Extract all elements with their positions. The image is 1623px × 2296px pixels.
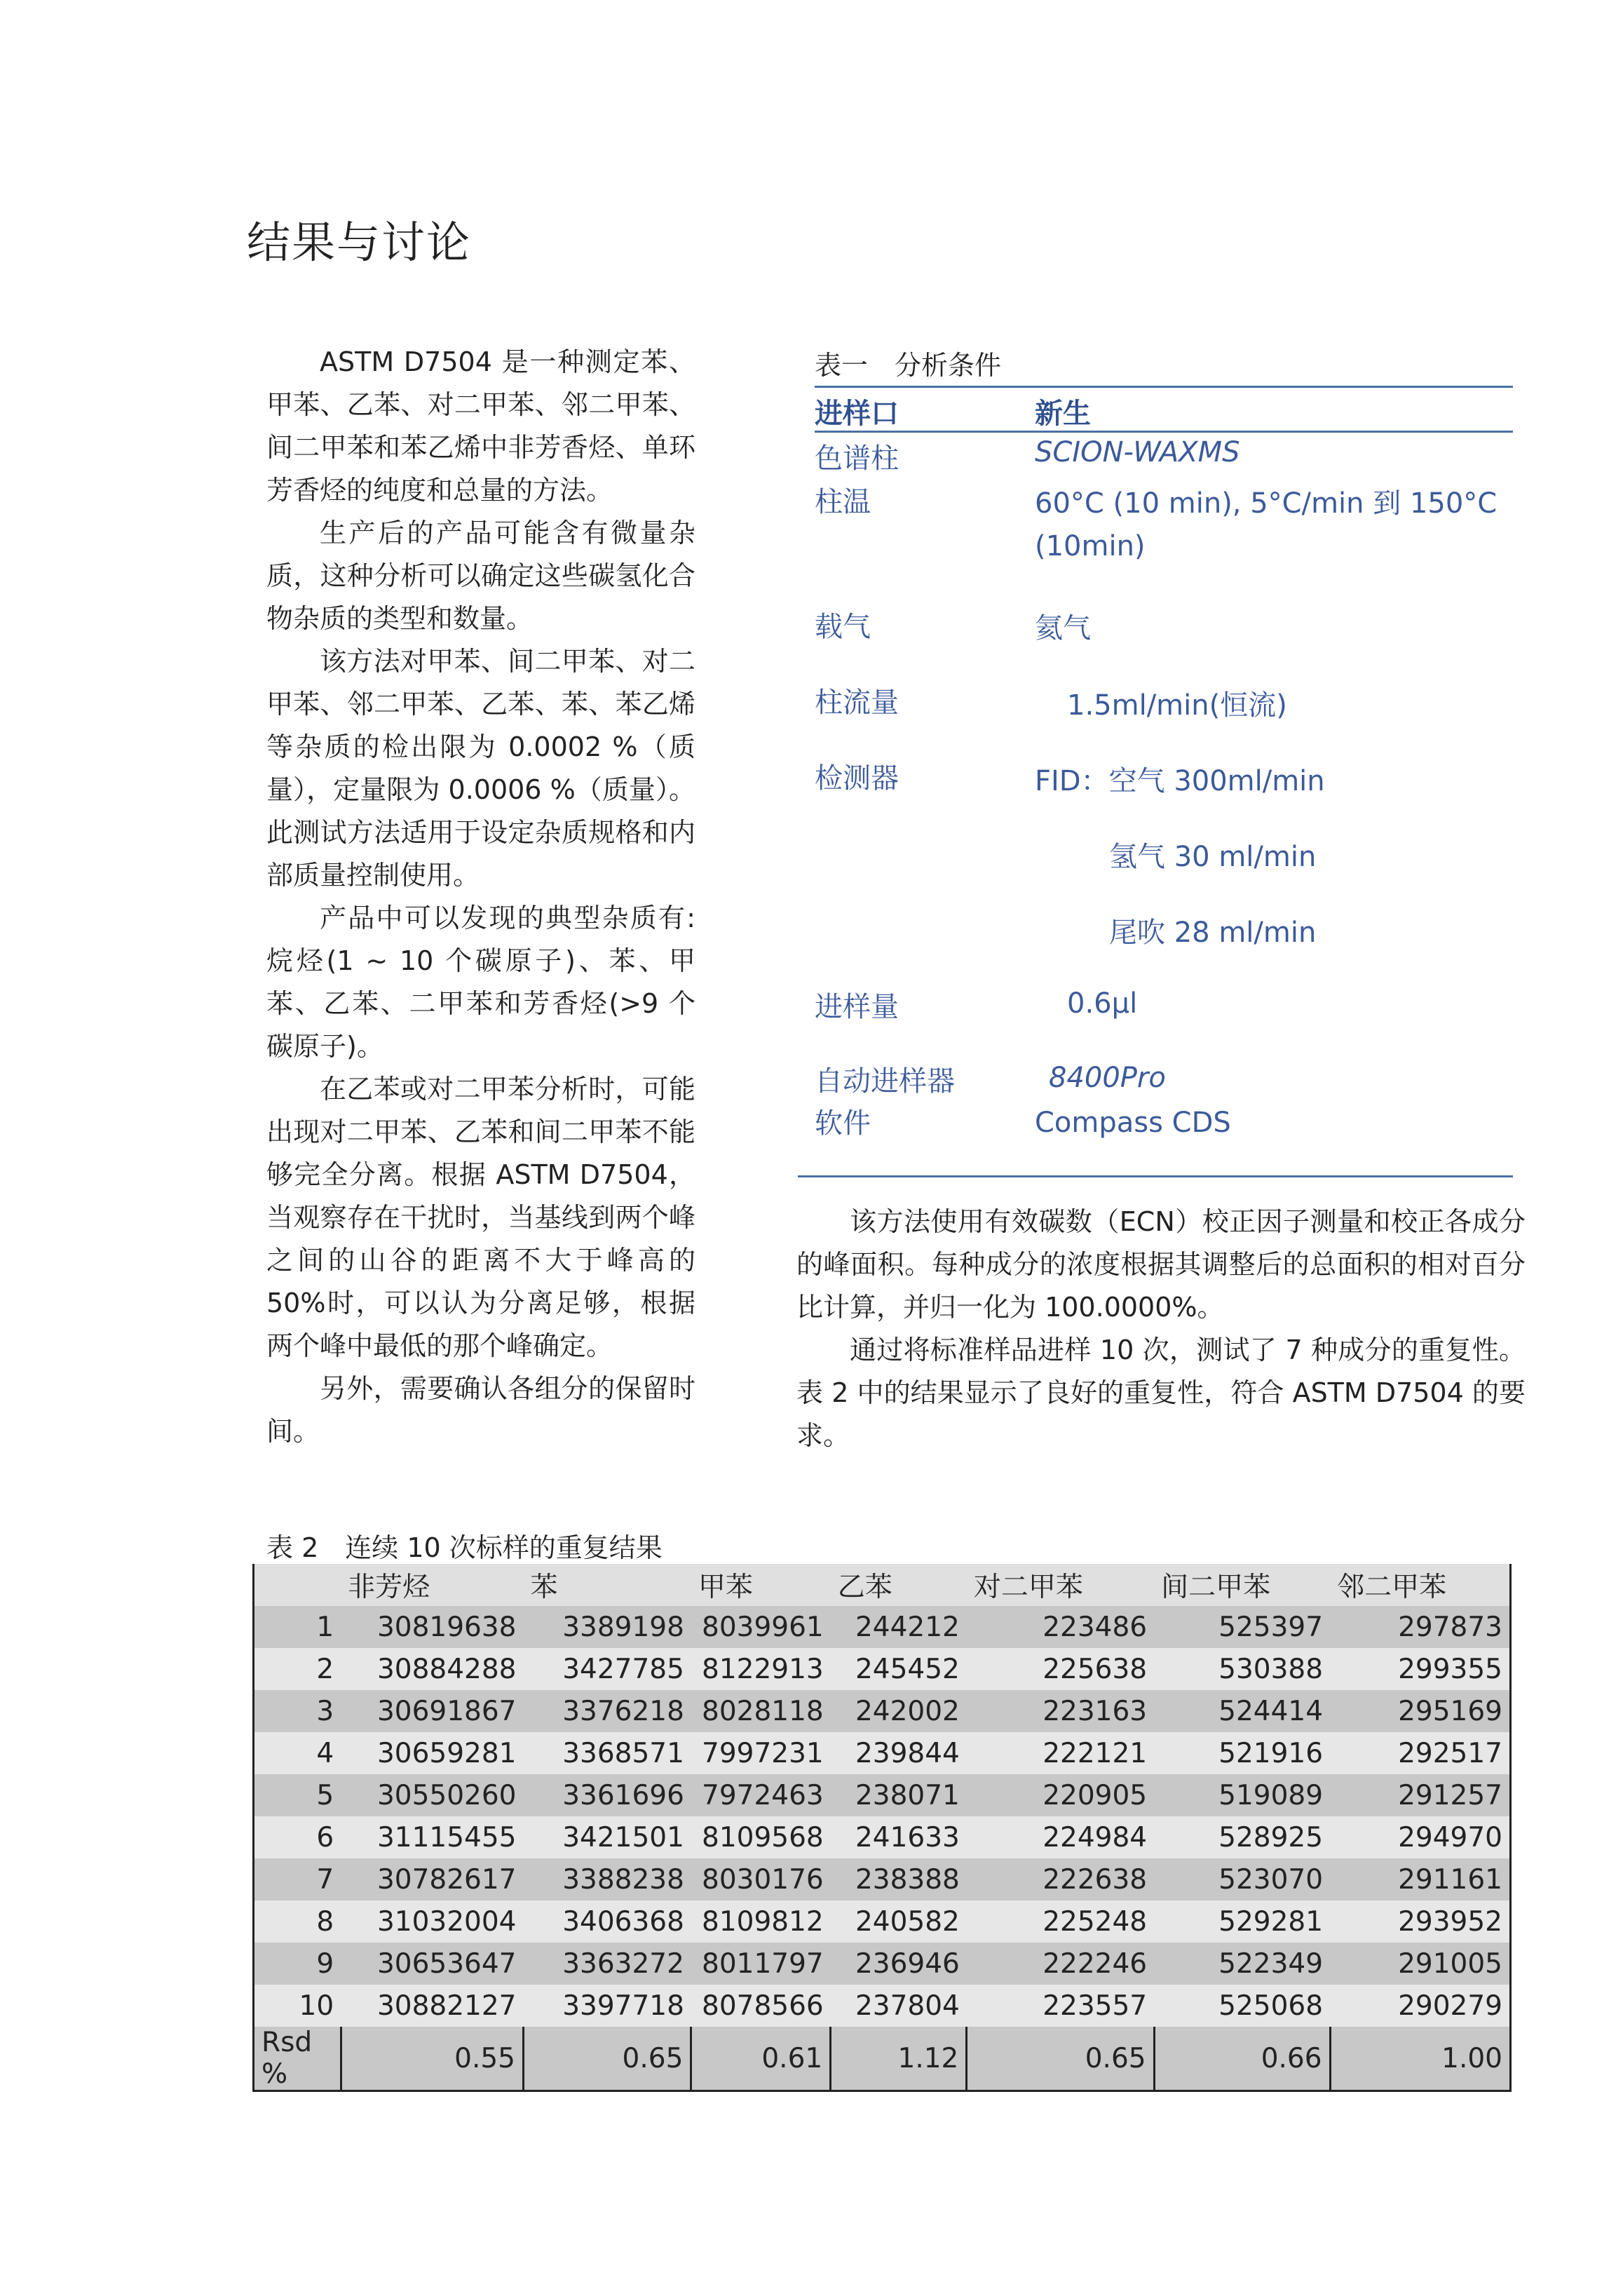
- autosampler-label: 自动进样器: [815, 1065, 955, 1098]
- table1-bottom-rule: [798, 1175, 1513, 1177]
- table-cell: 3397718: [523, 1985, 691, 2027]
- table-cell: 6: [254, 1816, 341, 1858]
- rsd-row: [254, 2027, 1511, 2091]
- rsd-label: Rsd %: [254, 2027, 341, 2091]
- table-cell: 244212: [831, 1606, 967, 1648]
- table1-top-rule: [815, 386, 1513, 388]
- detector-hydrogen: 氢气 30 ml/min: [1109, 841, 1317, 873]
- paragraph: ASTM D7504 是一种测定苯、甲苯、乙苯、对二甲苯、邻二甲苯、间二甲苯和苯乙烯中非芳香烃、单环芳香烃的纯度和总量的方法。: [266, 346, 695, 506]
- table-cell: 7: [254, 1858, 341, 1900]
- table-cell: 30691867: [341, 1690, 523, 1732]
- header-cell: 对二甲苯: [967, 1564, 1154, 1606]
- table1-title: 表一 分析条件: [815, 350, 1002, 381]
- table-cell: 236946: [831, 1943, 967, 1985]
- table-cell: 223486: [967, 1606, 1154, 1648]
- table-cell: 523070: [1154, 1858, 1330, 1900]
- header-cell: 甲苯: [691, 1564, 831, 1606]
- column-flow-value: 1.5ml/min(恒流): [1067, 689, 1287, 722]
- table-cell: 245452: [831, 1648, 967, 1690]
- table-cell: 239844: [831, 1732, 967, 1774]
- inlet-value: 新生: [1035, 398, 1091, 430]
- rsd-cell: 1.12: [831, 2027, 967, 2091]
- table-cell: 30782617: [341, 1858, 523, 1900]
- detector-value: FID：空气 300ml/min: [1035, 765, 1325, 797]
- table-cell: 30882127: [341, 1985, 523, 2027]
- table-cell: 238071: [831, 1774, 967, 1816]
- repeatability-table: [252, 1564, 1512, 2092]
- table-cell: 3388238: [523, 1858, 691, 1900]
- table-cell: 9: [254, 1943, 341, 1985]
- table-cell: 8109568: [691, 1816, 831, 1858]
- table-row: [254, 1816, 1511, 1858]
- detector-label: 检测器: [815, 762, 899, 795]
- table-cell: 242002: [831, 1690, 967, 1732]
- table-cell: 3376218: [523, 1690, 691, 1732]
- paragraph: 通过将标准样品进样 10 次，测试了 7 种成分的重复性。表 2 中的结果显示了良好的重复性，符合 ASTM D7504 的要求。: [796, 1335, 1526, 1451]
- table-cell: 223557: [967, 1985, 1154, 2027]
- table-cell: 519089: [1154, 1774, 1330, 1816]
- table-cell: 299355: [1330, 1648, 1510, 1690]
- table-cell: 30550260: [341, 1774, 523, 1816]
- inlet-label: 进样口: [815, 398, 899, 430]
- column-value: SCION-WAXMS: [1035, 436, 1240, 468]
- table-cell: 3363272: [523, 1943, 691, 1985]
- right-column-text: [796, 1201, 1526, 1457]
- table-cell: 3368571: [523, 1732, 691, 1774]
- table-cell: 294970: [1330, 1816, 1510, 1858]
- table-cell: 3427785: [523, 1648, 691, 1690]
- table-cell: 4: [254, 1732, 341, 1774]
- header-cell: [254, 1564, 341, 1606]
- table-cell: 290279: [1330, 1985, 1510, 2027]
- table-cell: 521916: [1154, 1732, 1330, 1774]
- table-cell: 31032004: [341, 1900, 523, 1943]
- table-cell: 8078566: [691, 1985, 831, 2027]
- table-cell: 225638: [967, 1648, 1154, 1690]
- table-cell: 524414: [1154, 1690, 1330, 1732]
- table-cell: 223163: [967, 1690, 1154, 1732]
- header-cell: 苯: [523, 1564, 691, 1606]
- table-cell: 3361696: [523, 1774, 691, 1816]
- table-cell: 297873: [1330, 1606, 1510, 1648]
- table-cell: 8: [254, 1900, 341, 1943]
- table-cell: 30819638: [341, 1606, 523, 1648]
- table-row: [254, 1900, 1511, 1943]
- carrier-gas-label: 载气: [815, 611, 871, 643]
- table-cell: 5: [254, 1774, 341, 1816]
- table-cell: 237804: [831, 1985, 967, 2027]
- table-cell: 240582: [831, 1900, 967, 1943]
- table-cell: 225248: [967, 1900, 1154, 1943]
- table-row: [254, 1648, 1511, 1690]
- table-cell: 30659281: [341, 1732, 523, 1774]
- table-cell: 528925: [1154, 1816, 1330, 1858]
- table-header-row: [254, 1564, 1511, 1606]
- paragraph: 产品中可以发现的典型杂质有:烷烃(1 ~ 10 个碳原子)、苯、甲苯、乙苯、二甲苯和芳香烃(>9 个碳原子)。: [266, 903, 695, 1062]
- oven-temp-value-cont: (10min): [1035, 530, 1146, 562]
- paragraph: 在乙苯或对二甲苯分析时，可能出现对二甲苯、乙苯和间二甲苯不能够完全分离。根据 ASTM D7504，当观察存在干扰时，当基线到两个峰之间的山谷的距离不大于峰高的 50%时，可以认为分离足够，根据两个峰中最低的那个峰确定。: [266, 1074, 695, 1361]
- table-row: [254, 1690, 1511, 1732]
- table-cell: 222121: [967, 1732, 1154, 1774]
- header-cell: 非芳烃: [341, 1564, 523, 1606]
- column-label: 色谱柱: [815, 443, 899, 475]
- rsd-cell: 0.66: [1154, 2027, 1330, 2091]
- table-cell: 291161: [1330, 1858, 1510, 1900]
- injection-volume-value: 0.6µl: [1067, 987, 1138, 1020]
- table-cell: 3421501: [523, 1816, 691, 1858]
- oven-temp-value: 60°C (10 min), 5°C/min 到 150°C: [1035, 487, 1498, 520]
- table-row: [254, 1985, 1511, 2027]
- column-flow-label: 柱流量: [815, 687, 899, 719]
- rsd-cell: 0.65: [967, 2027, 1154, 2091]
- table-cell: 3: [254, 1690, 341, 1732]
- software-value: Compass CDS: [1035, 1107, 1231, 1139]
- table-cell: 2: [254, 1648, 341, 1690]
- table-cell: 295169: [1330, 1690, 1510, 1732]
- table-cell: 292517: [1330, 1732, 1510, 1774]
- table-row: [254, 1858, 1511, 1900]
- table-cell: 525068: [1154, 1985, 1330, 2027]
- table-cell: 7972463: [691, 1774, 831, 1816]
- table-cell: 10: [254, 1985, 341, 2027]
- table-cell: 291257: [1330, 1774, 1510, 1816]
- table-row: [254, 1943, 1511, 1985]
- table-cell: 529281: [1154, 1900, 1330, 1943]
- table-cell: 8109812: [691, 1900, 831, 1943]
- table-cell: 3389198: [523, 1606, 691, 1648]
- header-cell: 乙苯: [831, 1564, 967, 1606]
- table-cell: 8030176: [691, 1858, 831, 1900]
- rsd-cell: 1.00: [1330, 2027, 1510, 2091]
- table-cell: 220905: [967, 1774, 1154, 1816]
- rsd-cell: 0.61: [691, 2027, 831, 2091]
- table-cell: 241633: [831, 1816, 967, 1858]
- left-column-text: [266, 341, 695, 1453]
- carrier-gas-value: 氦气: [1035, 612, 1091, 644]
- header-cell: 间二甲苯: [1154, 1564, 1330, 1606]
- table-cell: 8028118: [691, 1690, 831, 1732]
- table-row: [254, 1732, 1511, 1774]
- table-cell: 222246: [967, 1943, 1154, 1985]
- table-cell: 30884288: [341, 1648, 523, 1690]
- table1-header-rule: [815, 431, 1513, 433]
- paragraph: 该方法使用有效碳数（ECN）校正因子测量和校正各成分的峰面积。每种成分的浓度根据其调整后的总面积的相对百分比计算，并归一化为 100.0000%。: [796, 1206, 1526, 1323]
- table-cell: 222638: [967, 1858, 1154, 1900]
- table-cell: 31115455: [341, 1816, 523, 1858]
- table-cell: 238388: [831, 1858, 967, 1900]
- paragraph: 该方法对甲苯、间二甲苯、对二甲苯、邻二甲苯、乙苯、苯、苯乙烯等杂质的检出限为 0.0002 %（质量），定量限为 0.0006 %（质量）。此测试方法适用于设定杂质规格和内部质量控制使用。: [266, 646, 695, 891]
- page-title: 结果与讨论: [247, 217, 472, 268]
- table-cell: 1: [254, 1606, 341, 1648]
- software-label: 软件: [815, 1107, 871, 1140]
- table-cell: 8039961: [691, 1606, 831, 1648]
- paragraph: 另外，需要确认各组分的保留时间。: [266, 1373, 695, 1447]
- header-cell: 邻二甲苯: [1330, 1564, 1510, 1606]
- table-cell: 525397: [1154, 1606, 1330, 1648]
- table-cell: 3406368: [523, 1900, 691, 1943]
- table-row: [254, 1606, 1511, 1648]
- table-cell: 8011797: [691, 1943, 831, 1985]
- table-cell: 7997231: [691, 1732, 831, 1774]
- rsd-cell: 0.65: [523, 2027, 691, 2091]
- autosampler-value: 8400Pro: [1049, 1062, 1166, 1094]
- table-cell: 522349: [1154, 1943, 1330, 1985]
- table-cell: 8122913: [691, 1648, 831, 1690]
- table-cell: 224984: [967, 1816, 1154, 1858]
- rsd-cell: 0.55: [341, 2027, 523, 2091]
- paragraph: 生产后的产品可能含有微量杂质，这种分析可以确定这些碳氢化合物杂质的类型和数量。: [266, 518, 695, 634]
- table2-title: 表 2 连续 10 次标样的重复结果: [266, 1532, 663, 1563]
- detector-makeup: 尾吹 28 ml/min: [1109, 917, 1317, 949]
- oven-temp-label: 柱温: [815, 486, 871, 518]
- table-cell: 291005: [1330, 1943, 1510, 1985]
- table-cell: 30653647: [341, 1943, 523, 1985]
- injection-volume-label: 进样量: [815, 991, 899, 1023]
- table-cell: 293952: [1330, 1900, 1510, 1943]
- table-row: [254, 1774, 1511, 1816]
- table-cell: 530388: [1154, 1648, 1330, 1690]
